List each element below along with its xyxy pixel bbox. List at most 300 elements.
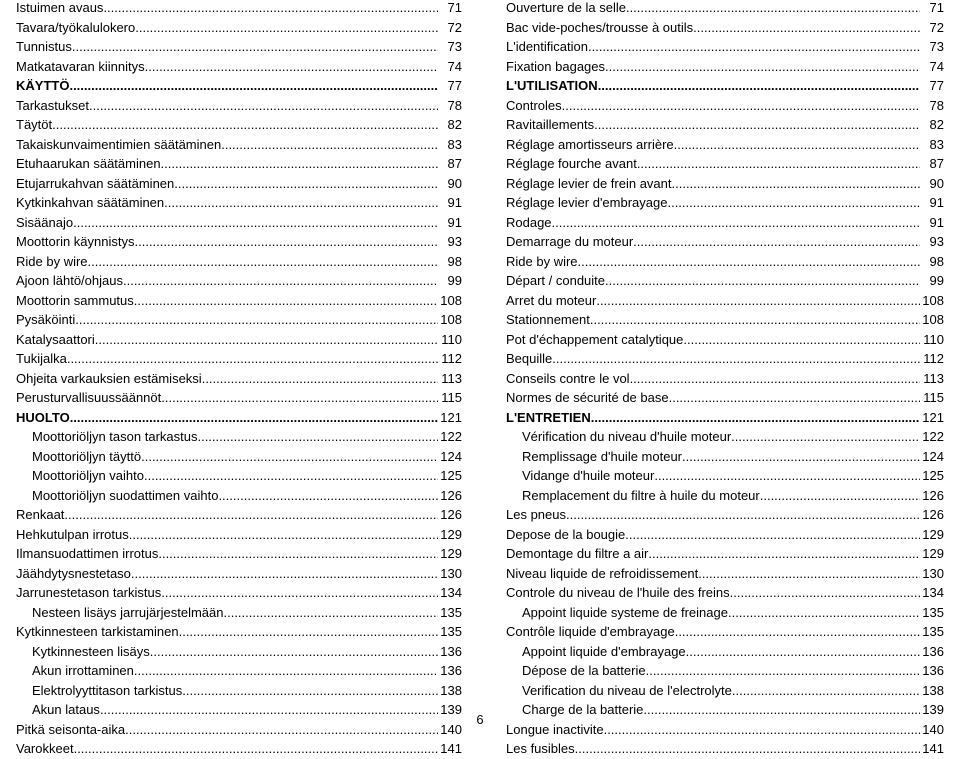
toc-entry [16,330,462,350]
toc-entry-page: 73 [929,39,944,54]
toc-entry [16,739,462,759]
toc-entry-title: Réglage levier d'embrayage [506,195,668,210]
toc-entry [16,603,462,623]
toc-entry-title: Stationnement [506,312,590,327]
toc-entry-title: Départ / conduite [506,273,606,288]
toc-entry-page: 129 [922,546,944,561]
toc-dot-leader [648,544,920,564]
toc-entry-page: 126 [922,487,944,503]
toc-entry-title: Les pneus [506,507,566,522]
toc-dot-leader [686,642,920,662]
toc-dot-leader [698,564,920,584]
toc-entry-title: Niveau liquide de refroidissement [506,565,699,581]
toc-entry [506,174,944,194]
toc-entry-page: 73 [447,39,462,54]
toc-entry-page: 99 [447,273,462,288]
toc-entry-page: 140 [922,721,944,737]
toc-entry [506,252,944,272]
toc-dot-leader [575,739,920,759]
toc-entry-title: Bac vide-poches/trousse à outils [506,19,694,35]
toc-entry [506,115,944,135]
toc-dot-leader [64,505,438,525]
toc-dot-leader [732,681,920,701]
toc-entry-title: Remplissage d'huile moteur [522,448,683,464]
toc-entry-page: 91 [447,195,462,210]
toc-dot-leader [134,661,438,681]
toc-dot-leader [73,213,438,233]
toc-column-french [506,0,944,759]
toc-dot-leader [161,388,438,408]
toc-entry-page: 82 [447,117,462,132]
toc-dot-leader [179,622,438,642]
toc-entry [506,525,944,545]
toc-section-heading [506,408,944,428]
toc-entry [506,427,944,447]
toc-entry-title: Moottoriöljyn suodattimen vaihto [32,487,219,503]
toc-dot-leader [135,232,439,252]
toc-entry-page: 136 [440,663,462,678]
toc-dot-leader [693,18,920,38]
toc-entry [506,603,944,623]
toc-entry-title: Ouverture de la selle [506,0,626,15]
toc-dot-leader [75,310,438,330]
toc-entry [16,0,462,18]
toc-entry-page: 87 [929,156,944,171]
toc-entry [16,37,462,57]
toc-entry-page: 87 [447,156,462,171]
toc-entry [506,154,944,174]
toc-entry-page: 77 [447,78,462,93]
toc-entry-page: 112 [441,351,462,366]
toc-entry-page: 91 [447,214,462,230]
toc-entry [506,37,944,57]
toc-entry-title: Longue inactivite [506,721,604,737]
toc-dot-leader [683,330,920,350]
toc-dot-leader [74,739,438,759]
toc-dot-leader [630,369,920,389]
toc-entry [506,622,944,642]
toc-entry [16,291,462,311]
toc-entry-page: 83 [929,136,944,152]
toc-entry [16,681,462,701]
toc-dot-leader [223,603,438,623]
toc-entry [16,427,462,447]
toc-entry-title: Ajoon lähtö/ohjaus [16,273,123,288]
toc-entry-title: Moottoriöljyn tason tarkastus [32,429,198,444]
toc-dot-leader [760,486,920,506]
toc-entry [16,174,462,194]
toc-entry-page: 108 [922,292,944,308]
toc-dot-leader [672,174,921,194]
toc-entry-page: 72 [929,19,944,35]
toc-entry-title: Tunnistus [16,39,72,54]
toc-entry-page: 93 [447,234,462,249]
toc-entry [16,661,462,681]
toc-entry [506,739,944,759]
toc-entry [16,583,462,603]
toc-dot-leader [135,18,438,38]
toc-entry-page: 135 [922,604,944,620]
toc-entry [16,642,462,662]
toc-dot-leader [596,291,920,311]
toc-entry-page: 141 [440,741,462,756]
toc-entry-page: 125 [922,468,944,483]
toc-entry-title: Kytkinnesteen tarkistaminen [16,624,179,639]
toc-entry-title: HUOLTO [16,409,70,425]
toc-dot-leader [141,447,438,467]
toc-entry [506,466,944,486]
toc-entry-title: Pot d'échappement catalytique [506,331,684,347]
toc-entry [16,525,462,545]
toc-entry-title: Täytöt [16,117,53,132]
toc-dot-leader [731,427,920,447]
toc-entry-page: 113 [441,370,462,386]
toc-entry [506,583,944,603]
toc-section-heading [16,408,462,428]
toc-dot-leader [633,232,920,252]
toc-entry-title: Demarrage du moteur [506,234,634,249]
toc-entry-page: 72 [447,19,462,35]
toc-entry-title: Conseils contre le vol [506,370,630,386]
toc-entry [506,193,944,213]
toc-entry-page: 135 [440,604,462,620]
toc-entry-title: Controles [506,97,562,113]
toc-entry-title: Vidange d'huile moteur [522,468,655,483]
toc-entry-page: 108 [922,312,944,327]
toc-entry-title: L'UTILISATION [506,78,598,93]
toc-dot-leader [123,271,438,291]
toc-entry-page: 130 [922,565,944,581]
toc-entry-page: 129 [922,526,944,542]
toc-entry-title: Pitkä seisonta-aika [16,721,126,737]
toc-dot-leader [578,252,920,272]
toc-entry-title: Moottorin käynnistys [16,234,135,249]
toc-dot-leader [605,57,920,77]
toc-dot-leader [669,388,920,408]
toc-entry-title: Verification du niveau de l'electrolyte [522,682,732,698]
toc-dot-leader [161,583,438,603]
toc-entry-page: 83 [447,136,462,152]
toc-entry [506,486,944,506]
toc-entry-page: 129 [440,526,462,542]
toc-entry-page: 140 [440,721,462,737]
toc-entry-page: 124 [922,448,944,464]
toc-entry-page: 126 [440,507,462,522]
toc-dot-leader [131,564,438,584]
toc-entry [16,505,462,525]
toc-dot-leader [134,291,438,311]
toc-entry [16,18,462,38]
toc-entry-title: Moottoriöljyn vaihto [32,468,144,483]
toc-entry-page: 134 [440,585,462,600]
toc-entry-page: 110 [441,331,462,347]
toc-entry-page: 135 [922,624,944,639]
toc-entry [506,681,944,701]
toc-entry [506,349,944,369]
toc-dot-leader [67,349,438,369]
toc-entry [16,466,462,486]
toc-entry [16,193,462,213]
toc-entry-title: Ravitaillements [506,117,595,132]
toc-entry-title: Fixation bagages [506,58,606,74]
toc-entry-title: Katalysaattori [16,331,95,347]
toc-dot-leader [654,466,920,486]
toc-dot-leader [730,583,920,603]
toc-dot-leader [682,447,920,467]
toc-entry [506,505,944,525]
toc-dot-leader [552,349,920,369]
toc-dot-leader [562,96,920,116]
toc-entry-page: 99 [929,273,944,288]
toc-entry-page: 98 [929,253,944,269]
toc-entry-title: Charge de la batterie [522,702,644,717]
toc-entry-title: L'identification [506,39,588,54]
toc-dot-leader [158,544,438,564]
toc-entry [16,96,462,116]
toc-entry [16,154,462,174]
toc-entry-page: 91 [929,214,944,230]
toc-entry-page: 90 [929,175,944,191]
toc-entry-title: Ilmansuodattimen irrotus [16,546,159,561]
toc-dot-leader [598,76,920,96]
toc-entry-page: 110 [923,331,944,347]
toc-dot-leader [566,505,920,525]
toc-entry-title: Moottorin sammutus [16,292,134,308]
toc-entry [16,115,462,135]
toc-entry-title: Contrôle liquide d'embrayage [506,624,675,639]
toc-entry-page: 112 [923,351,944,366]
toc-entry-title: Etujarrukahvan säätäminen [16,175,175,191]
toc-dot-leader [675,622,920,642]
toc-entry-page: 129 [440,546,462,561]
toc-entry-title: Moottoriöljyn täyttö [32,448,142,464]
toc-entry-page: 141 [922,741,944,756]
toc-dot-leader [129,525,438,545]
toc-entry [506,661,944,681]
toc-entry-page: 74 [447,58,462,74]
toc-entry-page: 139 [922,702,944,717]
toc-entry [506,213,944,233]
toc-dot-leader [728,603,920,623]
toc-entry-title: Istuimen avaus [16,0,104,15]
toc-entry [16,369,462,389]
toc-dot-leader [89,96,438,116]
toc-dot-leader [674,135,920,155]
toc-entry-page: 115 [923,390,944,405]
toc-entry [16,349,462,369]
toc-dot-leader [646,661,920,681]
toc-dot-leader [552,213,920,233]
toc-entry-page: 108 [440,292,462,308]
toc-dot-leader [69,76,438,96]
toc-entry-title: Takaiskunvaimentimien säätäminen [16,136,222,152]
toc-dot-leader [626,0,920,18]
toc-entry [16,57,462,77]
toc-entry [16,232,462,252]
toc-entry-page: 125 [440,468,462,483]
toc-entry-title: Renkaat [16,507,65,522]
toc-entry [16,271,462,291]
toc-dot-leader [590,310,920,330]
toc-dot-leader [52,115,438,135]
toc-dot-leader [637,154,920,174]
toc-entry-title: KÄYTTÖ [16,78,70,93]
toc-entry-page: 77 [929,78,944,93]
toc-dot-leader [144,466,438,486]
toc-entry-title: Vérification du niveau d'huile moteur [522,429,732,444]
toc-entry-title: Normes de sécurité de base [506,390,669,405]
toc-section-heading [506,76,944,96]
toc-dot-leader [174,174,438,194]
toc-dot-leader [588,37,920,57]
toc-dot-leader [667,193,920,213]
toc-entry [16,447,462,467]
toc-entry-title: Bequille [506,351,553,366]
toc-entry [506,232,944,252]
toc-entry-page: 121 [922,409,944,425]
toc-entry-title: Sisäänajo [16,214,74,230]
toc-entry [506,388,944,408]
toc-entry [506,310,944,330]
toc-entry-page: 136 [922,663,944,678]
toc-entry-page: 108 [440,312,462,327]
toc-entry [506,271,944,291]
toc-entry-title: Ride by wire [506,253,578,269]
toc-entry [506,330,944,350]
toc-entry-page: 93 [929,234,944,249]
toc-entry [16,388,462,408]
toc-entry [16,564,462,584]
toc-dot-leader [72,37,438,57]
toc-entry-title: Ohjeita varkauksien estämiseksi [16,370,202,386]
toc-entry-title: Elektrolyyttitason tarkistus [32,682,183,698]
toc-entry-title: Demontage du filtre a air [506,546,649,561]
toc-dot-leader [218,486,438,506]
toc-entry [16,135,462,155]
toc-entry-page: 134 [922,585,944,600]
toc-entry [16,544,462,564]
toc-entry-title: Jäähdytysnestetaso [16,565,131,581]
toc-entry [16,622,462,642]
toc-entry [506,642,944,662]
toc-entry-page: 138 [922,682,944,698]
toc-dot-leader [103,0,438,18]
toc-entry-page: 135 [440,624,462,639]
toc-dot-leader [594,115,920,135]
toc-dot-leader [145,57,438,77]
toc-entry-title: Appoint liquide systeme de freinage [522,604,728,620]
toc-entry [506,291,944,311]
toc-entry-page: 115 [441,390,462,405]
toc-entry-title: Varokkeet [16,741,74,756]
toc-entry-page: 126 [922,507,944,522]
toc-entry-title: Akun irrottaminen [32,663,134,678]
toc-entry-page: 121 [440,409,462,425]
toc-entry-page: 91 [929,195,944,210]
toc-dot-leader [591,408,920,428]
toc-entry-page: 122 [440,429,462,444]
toc-entry-title: Kytkinkahvan säätäminen [16,195,165,210]
toc-entry-title: Appoint liquide d'embrayage [522,643,686,659]
toc-entry-title: Etuhaarukan säätäminen [16,156,161,171]
toc-dot-leader [605,271,920,291]
toc-entry-title: Remplacement du filtre à huile du moteur [522,487,760,503]
toc-entry-title: Réglage levier de frein avant [506,175,672,191]
toc-entry-title: Rodage [506,214,552,230]
toc-entry [506,96,944,116]
toc-entry-title: Les fusibles [506,741,575,756]
toc-dot-leader [95,330,438,350]
toc-entry [16,252,462,272]
toc-entry-page: 82 [929,117,944,132]
toc-entry-title: Arret du moteur [506,292,597,308]
toc-entry-title: Nesteen lisäys jarrujärjestelmään [32,604,224,620]
toc-entry [506,564,944,584]
toc-entry-title: Dépose de la batterie [522,663,646,678]
toc-entry-page: 98 [447,253,462,269]
toc-dot-leader [197,427,438,447]
toc-entry-title: Depose de la bougie [506,526,626,542]
toc-entry-page: 122 [922,429,944,444]
toc-entry [506,0,944,18]
toc-column-finnish [16,0,462,759]
toc-entry-title: Kytkinnesteen lisäys [32,643,150,659]
toc-entry [506,369,944,389]
toc-dot-leader [150,642,438,662]
toc-dot-leader [202,369,438,389]
toc-entry-title: Réglage amortisseurs arrière [506,136,674,152]
toc-entry-page: 138 [440,682,462,698]
toc-entry-page: 71 [929,0,944,15]
toc-dot-leader [164,193,438,213]
toc-entry-page: 139 [440,702,462,717]
page-number: 6 [476,712,484,727]
toc-entry-title: Tukijalka [16,351,67,366]
toc-entry-page: 78 [447,97,462,113]
toc-entry-page: 136 [440,643,462,659]
toc-entry [16,486,462,506]
toc-entry [506,544,944,564]
toc-entry-title: Matkatavaran kiinnitys [16,58,145,74]
toc-entry [16,213,462,233]
toc-entry-page: 90 [447,175,462,191]
toc-entry [16,310,462,330]
toc-entry [506,18,944,38]
toc-entry-title: Pysäköinti [16,312,76,327]
toc-entry-title: Tavara/työkalulokero [16,19,136,35]
toc-entry-title: Ride by wire [16,253,88,269]
toc-entry-page: 113 [923,370,944,386]
toc-entry-title: Réglage fourche avant [506,156,637,171]
toc-entry-title: Hehkutulpan irrotus [16,526,129,542]
toc-entry-title: Perusturvallisuussäännöt [16,390,162,405]
toc-entry-page: 126 [440,487,462,503]
toc-entry-title: Tarkastukset [16,97,89,113]
toc-entry-page: 74 [929,58,944,74]
toc-dot-leader [221,135,438,155]
toc-entry [506,447,944,467]
toc-dot-leader [161,154,438,174]
toc-entry-page: 124 [440,448,462,464]
toc-section-heading [16,76,462,96]
toc-dot-leader [182,681,438,701]
toc-entry-page: 71 [447,0,462,15]
toc-dot-leader [70,408,438,428]
toc-entry-page: 78 [929,97,944,113]
toc-entry [506,57,944,77]
toc-entry [506,135,944,155]
toc-dot-leader [88,252,438,272]
